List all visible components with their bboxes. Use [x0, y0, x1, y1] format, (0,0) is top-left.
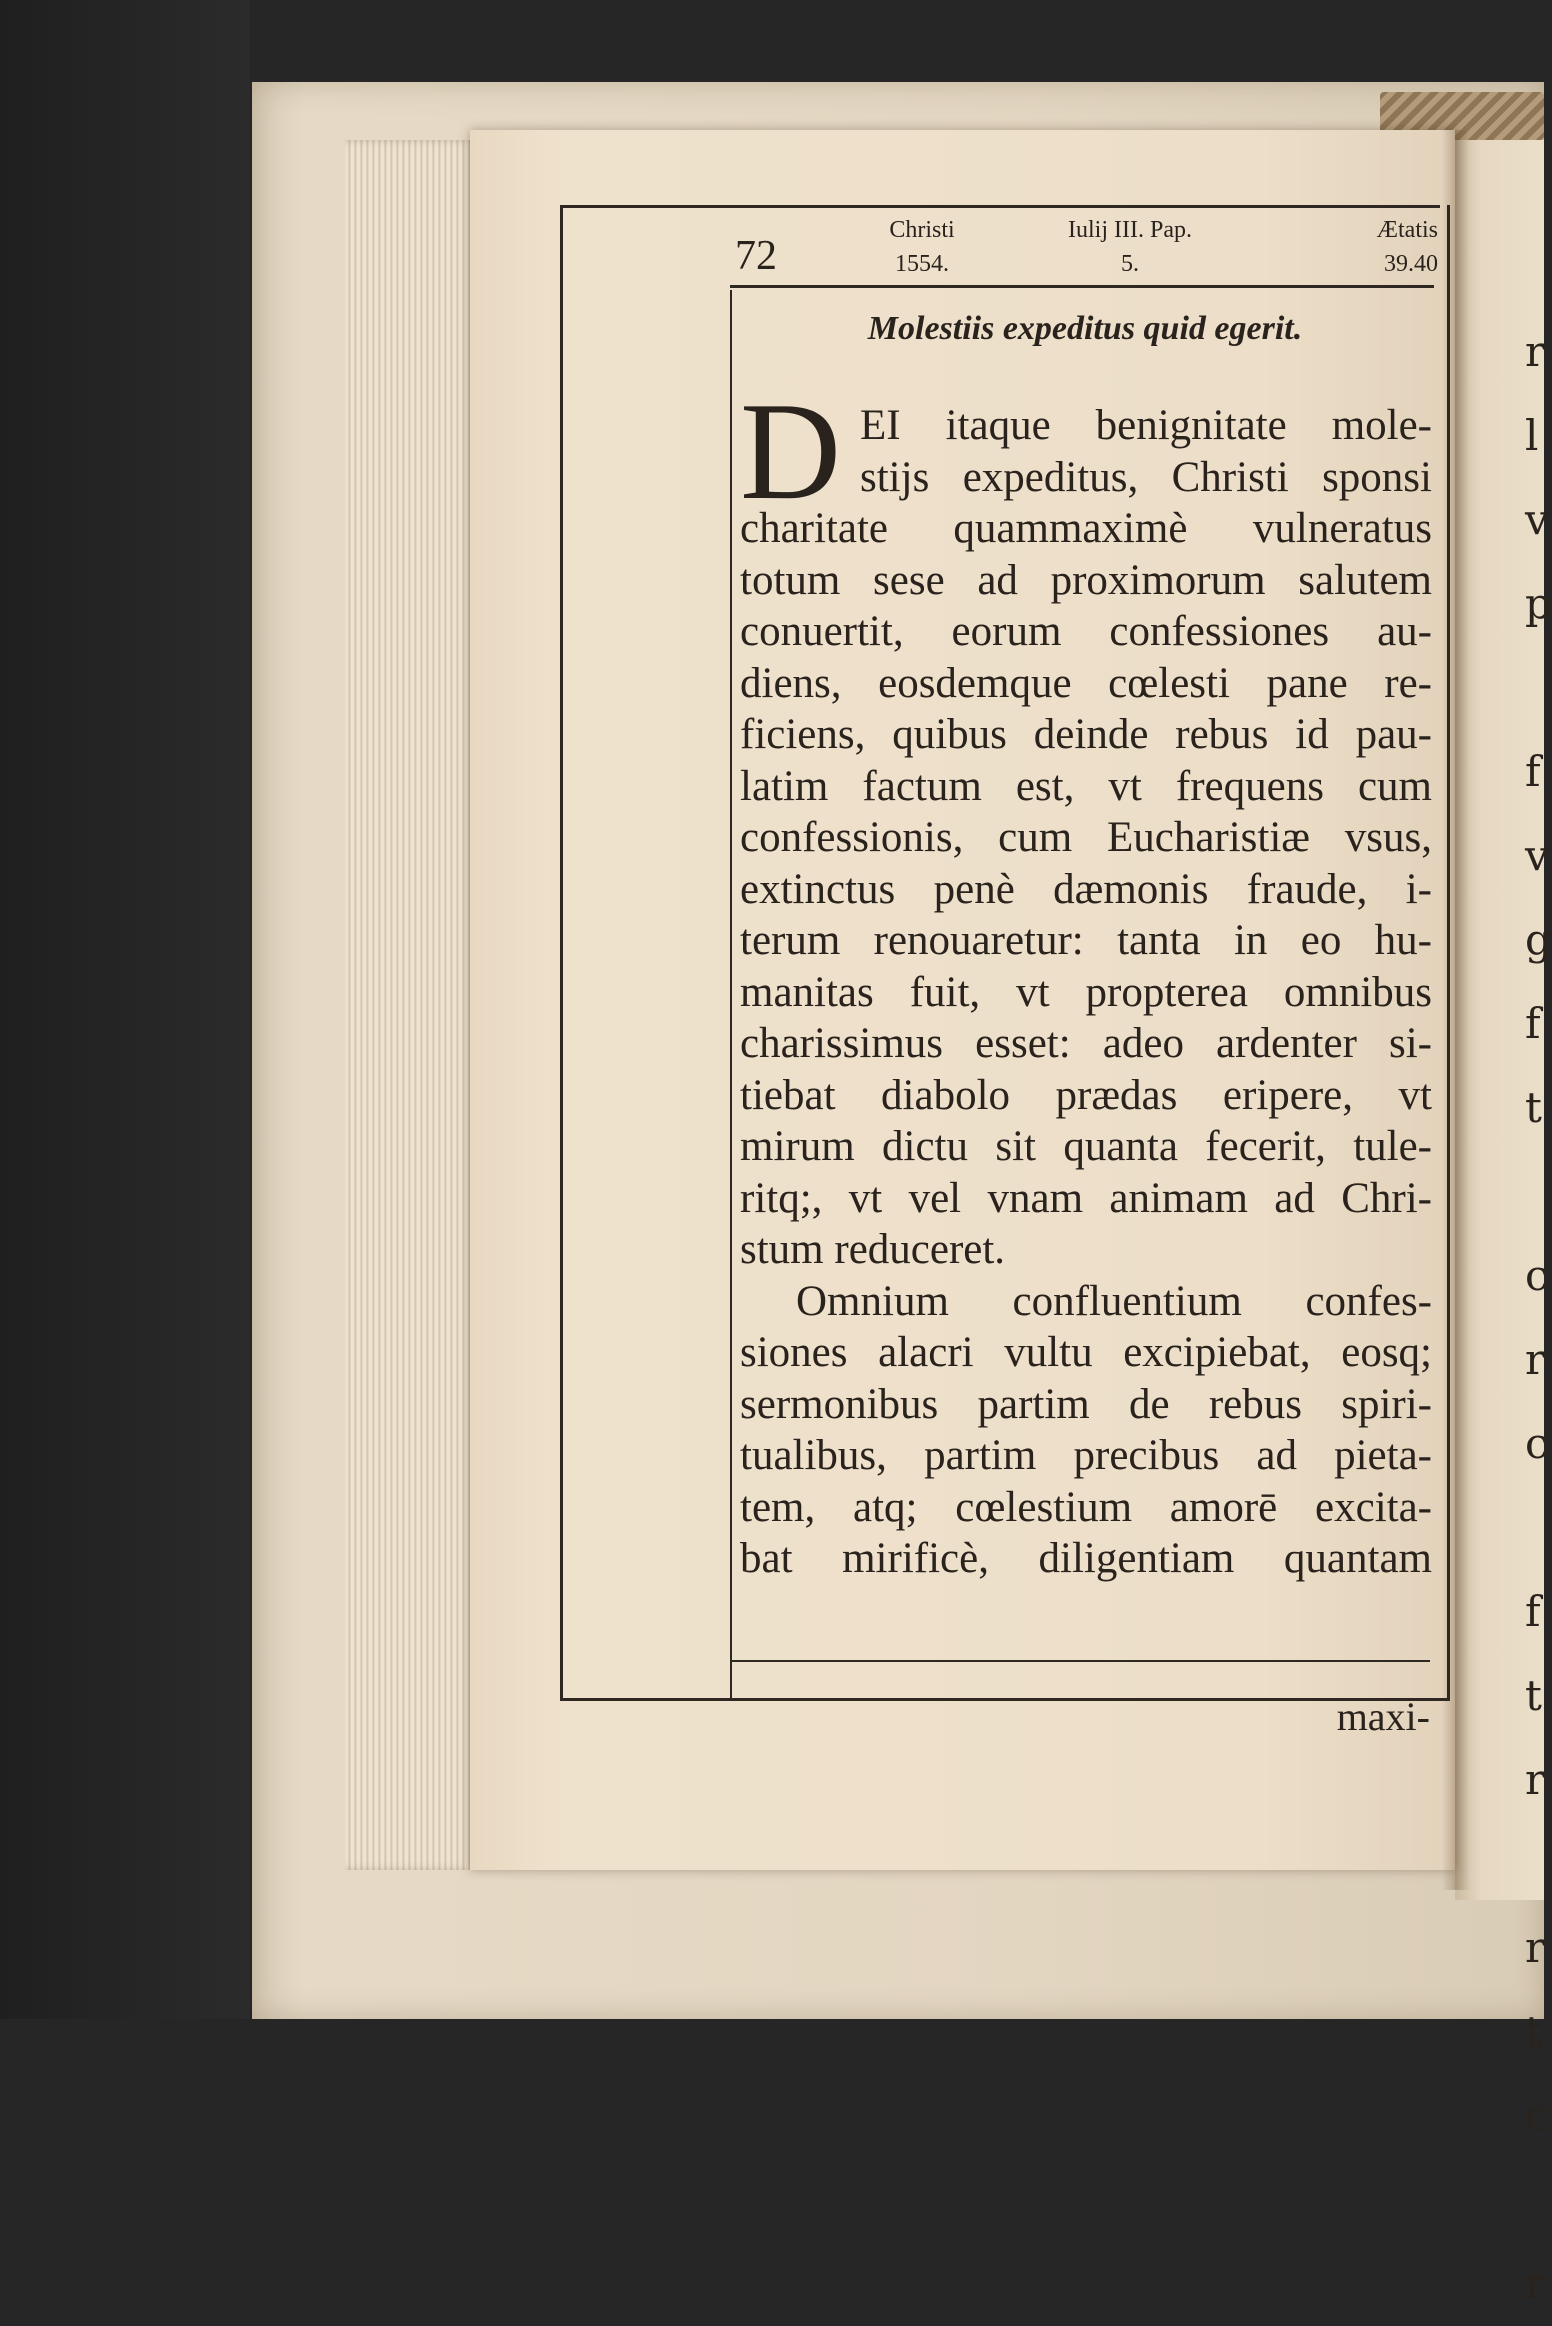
text-line: charissimus esset: adeo ardenter si-: [740, 1020, 1432, 1067]
facing-page-letter: r: [1525, 1755, 1546, 1804]
page-number: 72: [735, 233, 777, 279]
facing-page-letter: f: [1525, 999, 1541, 1048]
header-christi-label: Christi: [889, 217, 955, 243]
margin-rule: [730, 290, 732, 1700]
facing-page-letter: l: [1525, 411, 1539, 460]
drop-cap: D: [740, 374, 842, 529]
facing-page-letter: [1525, 1486, 1544, 1570]
header-aetatis-value: 39.40: [1384, 251, 1438, 277]
facing-page-letter: t: [1525, 1083, 1542, 1132]
header-pope-label: Iulij III. Pap.: [1068, 217, 1192, 243]
text-line: mirum dictu sit quanta fecerit, tule-: [740, 1123, 1432, 1170]
header-aetatis: [1318, 213, 1438, 281]
header-christi-year: 1554.: [895, 251, 949, 277]
text-line: siones alacri vultu excipiebat, eosq;: [740, 1329, 1432, 1376]
text-line: charitate quammaximè vulneratus: [740, 505, 1432, 552]
text-line: stum reduceret.: [740, 1226, 1006, 1273]
text-line: EI itaque benignitate mole-: [860, 402, 1432, 449]
page-edges: [345, 140, 475, 1870]
text-line: totum sese ad proximorum salutem: [740, 556, 1432, 604]
facing-page-letter: [1525, 1822, 1544, 1906]
text-line: extinctus penè dæmonis fraude, i-: [740, 865, 1432, 913]
facing-page-letter: t: [1525, 1671, 1542, 1720]
facing-page-letter: v: [1525, 495, 1549, 544]
text-line: tiebat diabolo prædas eripere, vt: [740, 1071, 1432, 1119]
text-line: bat mirificè, diligentiam quantam: [740, 1535, 1432, 1582]
header-pope: [1040, 213, 1220, 281]
text-line: Omnium confluentium confes-: [796, 1277, 1432, 1325]
facing-page-letter: [1525, 2158, 1544, 2242]
facing-page-letter: f: [1525, 747, 1541, 796]
text-line: terum renouaretur: tanta in eo hu-: [740, 917, 1432, 964]
facing-page-letter: c: [1525, 1251, 1549, 1300]
header-aetatis-label: Ætatis: [1376, 217, 1438, 243]
facing-page-text-fragments: [1525, 310, 1552, 2308]
facing-page-letter: [1525, 1150, 1544, 1234]
text-line: ritq;, vt vel vnam animam ad Chri-: [740, 1174, 1432, 1222]
body-text: [740, 400, 1432, 1585]
facing-page-letter: r: [1525, 2259, 1546, 2308]
text-line: manitas fuit, vt propterea omnibus: [740, 968, 1432, 1016]
facing-page-letter: f: [1525, 1587, 1541, 1636]
facing-page-letter: [1525, 646, 1544, 730]
facing-page-letter: c: [1525, 2091, 1549, 2140]
facing-page-letter: g: [1525, 915, 1552, 964]
facing-page-letter: p: [1525, 579, 1552, 628]
text-line: stijs expeditus, Christi sponsi: [860, 453, 1432, 501]
text-line: tem, atq; cœlestium amorē excita-: [740, 1483, 1432, 1531]
bottom-rule: [730, 1660, 1430, 1662]
facing-page-letter: r: [1525, 327, 1546, 376]
header-christi: [862, 213, 982, 281]
text-line: diens, eosdemque cœlesti pane re-: [740, 659, 1432, 707]
section-heading: Molestiis expeditus quid egerit.: [867, 310, 1303, 347]
text-line: tualibus, partim precibus ad pieta-: [740, 1432, 1432, 1479]
frame-top-rule: [560, 205, 1440, 208]
backdrop: [0, 0, 250, 2019]
text-line: sermonibus partim de rebus spiri-: [740, 1380, 1432, 1428]
catchword: maxi-: [1336, 1694, 1430, 1739]
facing-page-letter: t: [1525, 2007, 1542, 2056]
facing-page-letter: v: [1525, 831, 1549, 880]
text-line: conuertit, eorum confessiones au-: [740, 608, 1432, 655]
bottom-frame-rule: [565, 1698, 1440, 1701]
facing-page-letter: r: [1525, 1335, 1546, 1384]
text-line: latim factum est, vt frequens cum: [740, 762, 1432, 810]
facing-page-letter: c: [1525, 1419, 1549, 1468]
header-rule: [730, 285, 1434, 288]
header-pope-year: 5.: [1121, 251, 1139, 277]
text-line: ficiens, quibus deinde rebus id pau-: [740, 711, 1432, 758]
text-line: confessionis, cum Eucharistiæ vsus,: [740, 814, 1432, 861]
facing-page-letter: r: [1525, 1923, 1546, 1972]
